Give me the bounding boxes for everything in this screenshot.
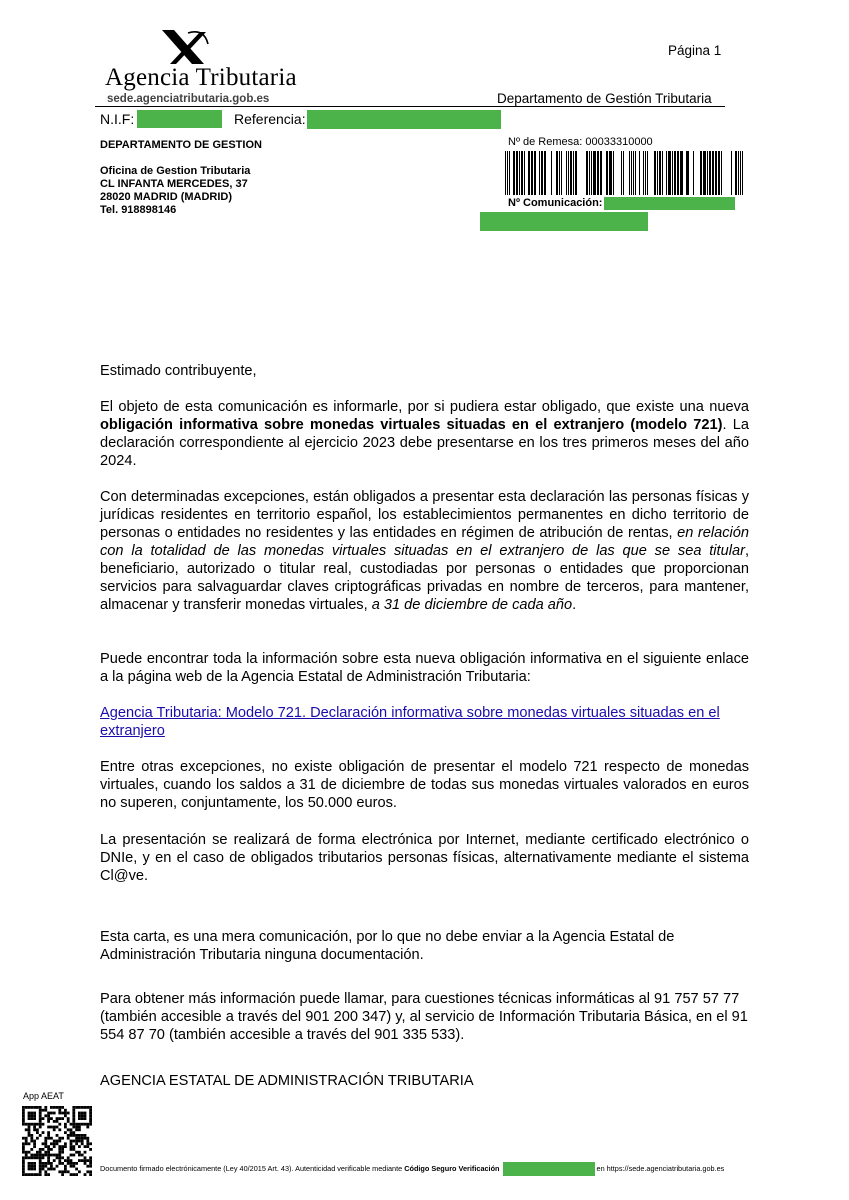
paragraph-contact: Para obtener más información puede llamar, para cuestiones técnicas informáticas al 91 757 57 77 (también accesible a través del 901 200 347) y, al servicio de Información Tributaria Básica, en el 91 554 87 70 (también accesible a través del 901 335 533). (100, 991, 748, 1043)
agency-url: sede.agenciatributaria.gob.es (107, 93, 270, 105)
nif-label: N.I.F: (100, 111, 135, 127)
address-department: DEPARTAMENTO DE GESTION (100, 139, 262, 151)
footer-verification: Documento firmado electrónicamente (Ley 40/2015 Art. 43). Autenticidad verificable mediante Código Seguro Verificación en https://sede.agenciatributaria.gob.es (100, 1162, 724, 1176)
modelo-721-link[interactable]: Agencia Tributaria: Modelo 721. Declaración informativa sobre monedas virtuales situadas en el extranjero (100, 705, 720, 739)
barcode-icon (505, 151, 750, 195)
header-divider (95, 106, 725, 107)
paragraph-info-link-intro: Puede encontrar toda la información sobre esta nueva obligación informativa en el siguiente enlace a la página web de la Agencia Estatal de Administración Tributaria: (100, 651, 749, 685)
department-heading: Departamento de Gestión Tributaria (497, 91, 712, 106)
obligation-highlight: obligación informativa sobre monedas virtuales situadas en el extranjero (modelo 721) (100, 417, 723, 433)
paragraph-link (100, 704, 749, 740)
paragraph-obligated-persons: Con determinadas excepciones, están obligados a presentar esta declaración las personas físicas y jurídicas residentes en territorio español, los establecimientos permanentes en dicho territorio de personas o entidades no residentes y las entidades en régimen de atribución de rentas, en relación con la totalidad de las monedas virtuales situadas en el extranjero de las que se sea titular, beneficiario, autorizado o titular real, custodiadas por personas o entidades que proporcionan servicios para salvaguardar claves criptográficas privadas en nombre de terceros, para mantener, almacenar y transferir monedas virtuales, a 31 de diciembre de cada año. (100, 489, 749, 613)
address-office: Oficina de Gestion Tributaria (100, 165, 251, 177)
paragraph-obligation: El objeto de esta comunicación es informarle, por si pudiera estar obligado, que existe una nueva obligación informativa sobre monedas virtuales situadas en el extranjero (modelo 721). La declaración correspondiente al ejercicio 2023 debe presentarse en los tres primeros meses del año 2024. (100, 399, 749, 469)
paragraph-exceptions: Entre otras excepciones, no existe obligación de presentar el modelo 721 respecto de monedas virtuales, cuando los saldos a 31 de diciembre de todas sus monedas virtuales valorados en euros no superen, conjuntamente, los 50.000 euros. (100, 759, 749, 811)
paragraph-electronic-filing: La presentación se realizará de forma electrónica por Internet, mediante certificado electrónico o DNIe, y en el caso de obligados tributarios personas físicas, alternativamente mediante el sistema Cl@ve. (100, 832, 749, 884)
address-phone: Tel. 918898146 (100, 204, 177, 216)
comunicacion-redaction (604, 197, 735, 210)
signature: AGENCIA ESTATAL DE ADMINISTRACIÓN TRIBUTARIA (100, 1073, 474, 1089)
csv-redaction (503, 1162, 595, 1176)
comunicacion-redaction-2 (480, 212, 648, 231)
greeting: Estimado contribuyente, (100, 363, 257, 379)
remesa-number: Nº de Remesa: 00033310000 (508, 136, 653, 148)
aeat-logo-icon (160, 30, 210, 66)
nif-redaction (137, 110, 222, 128)
paragraph-no-documents: Esta carta, es una mera comunicación, por lo que no debe enviar a la Agencia Estatal de Administración Tributaria ninguna documentación. (100, 929, 675, 963)
comunicacion-label: Nº Comunicación: (508, 197, 603, 209)
address-city: 28020 MADRID (MADRID) (100, 191, 233, 203)
agency-name: Agencia Tributaria (105, 64, 297, 91)
address-street: CL INFANTA MERCEDES, 37 (100, 178, 248, 190)
reference-label: Referencia: (234, 111, 306, 127)
qr-code-icon[interactable] (22, 1106, 92, 1176)
page-number: Página 1 (668, 43, 722, 58)
reference-redaction (307, 110, 501, 129)
app-aeat-label: App AEAT (23, 1091, 64, 1101)
